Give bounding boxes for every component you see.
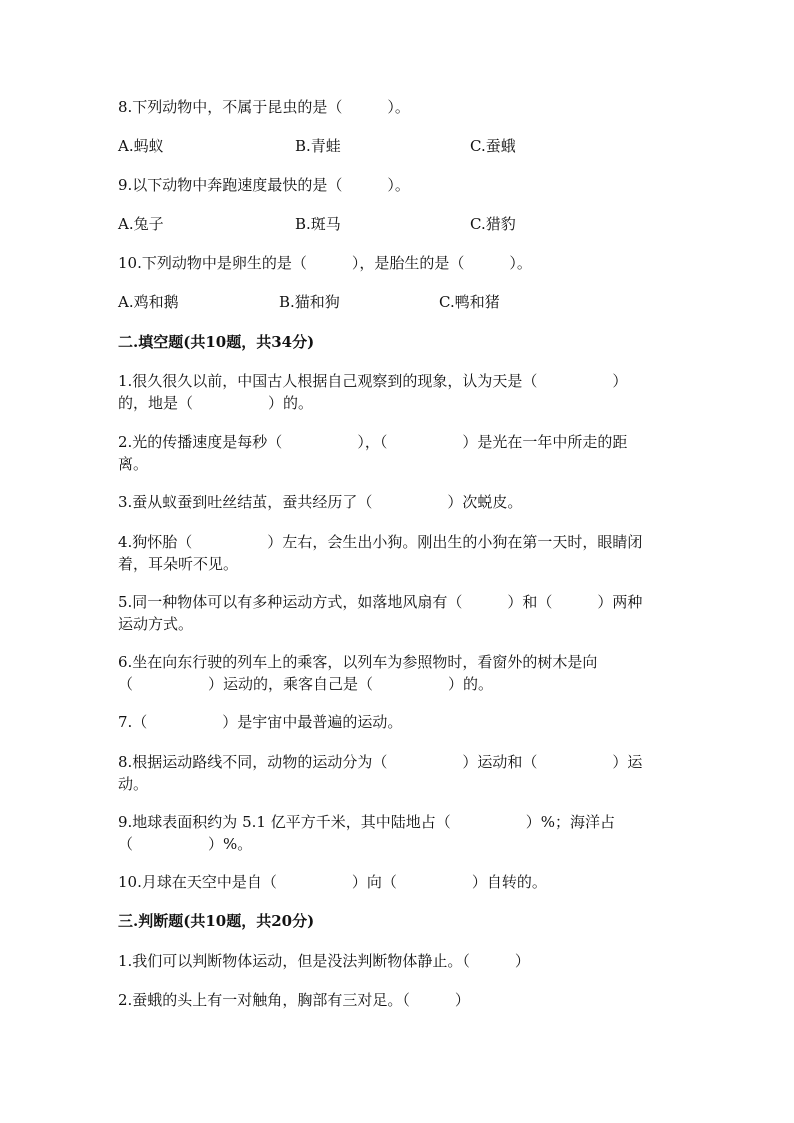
question-fill-10: 10.月球在天空中是自（ ）向（ ）自转的。 <box>118 873 547 891</box>
question-fill-1-line2: 的，地是（ ）的。 <box>118 394 314 412</box>
question-fill-8-line1: 8.根据运动路线不同，动物的运动分为（ ）运动和（ ）运 <box>118 753 643 771</box>
question-fill-7: 7.（ ）是宇宙中最普遍的运动。 <box>118 713 403 731</box>
question-fill-4-line1: 4.狗怀胎（ ）左右，会生出小狗。刚出生的小狗在第一天时，眼睛闭 <box>118 533 643 551</box>
question-fill-3: 3.蚕从蚁蚕到吐丝结茧，蚕共经历了（ ）次蜕皮。 <box>118 493 523 511</box>
question-mc-10: 10.下列动物中是卵生的是（ ），是胎生的是（ ）。 <box>118 254 532 272</box>
question-fill-5-line1: 5.同一种物体可以有多种运动方式，如落地风扇有（ ）和（ ）两种 <box>118 593 643 611</box>
question-mc-8: 8.下列动物中，不属于昆虫的是（ ）。 <box>118 98 410 116</box>
section-title-judge: 三.判断题(共10题，共20分) <box>118 912 315 930</box>
option-c: C.鸭和猪 <box>439 293 500 311</box>
question-mc-9: 9.以下动物中奔跑速度最快的是（ ）。 <box>118 176 410 194</box>
option-c: C.蚕蛾 <box>470 137 516 155</box>
option-b: B.青蛙 <box>295 137 341 155</box>
option-c: C.猎豹 <box>470 215 516 233</box>
question-fill-6-line2: （ ）运动的，乘客自己是（ ）的。 <box>118 675 494 693</box>
question-fill-8-line2: 动。 <box>118 775 149 793</box>
option-a: A.蚂蚁 <box>118 137 164 155</box>
question-fill-9-line1: 9.地球表面积约为 5.1 亿平方千米，其中陆地占（ ）%；海洋占 <box>118 813 615 831</box>
option-a: A.鸡和鹅 <box>118 293 179 311</box>
section-title-fill: 二.填空题(共10题，共34分) <box>118 333 315 351</box>
question-judge-2: 2.蚕蛾的头上有一对触角，胸部有三对足。（ ） <box>118 991 470 1009</box>
question-fill-2-line2: 离。 <box>118 455 149 473</box>
question-fill-4-line2: 着，耳朵听不见。 <box>118 555 239 573</box>
question-fill-2-line1: 2.光的传播速度是每秒（ ），（ ）是光在一年中所走的距 <box>118 433 628 451</box>
question-fill-5-line2: 运动方式。 <box>118 615 194 633</box>
option-b: B.猫和狗 <box>279 293 340 311</box>
option-b: B.斑马 <box>295 215 341 233</box>
question-fill-1-line1: 1.很久很久以前，中国古人根据自己观察到的现象，认为天是（ ） <box>118 372 628 390</box>
question-judge-1: 1.我们可以判断物体运动，但是没法判断物体静止。（ ） <box>118 952 530 970</box>
question-fill-9-line2: （ ）%。 <box>118 835 253 853</box>
option-a: A.兔子 <box>118 215 164 233</box>
question-fill-6-line1: 6.坐在向东行驶的列车上的乘客，以列车为参照物时，看窗外的树木是向 <box>118 653 598 671</box>
